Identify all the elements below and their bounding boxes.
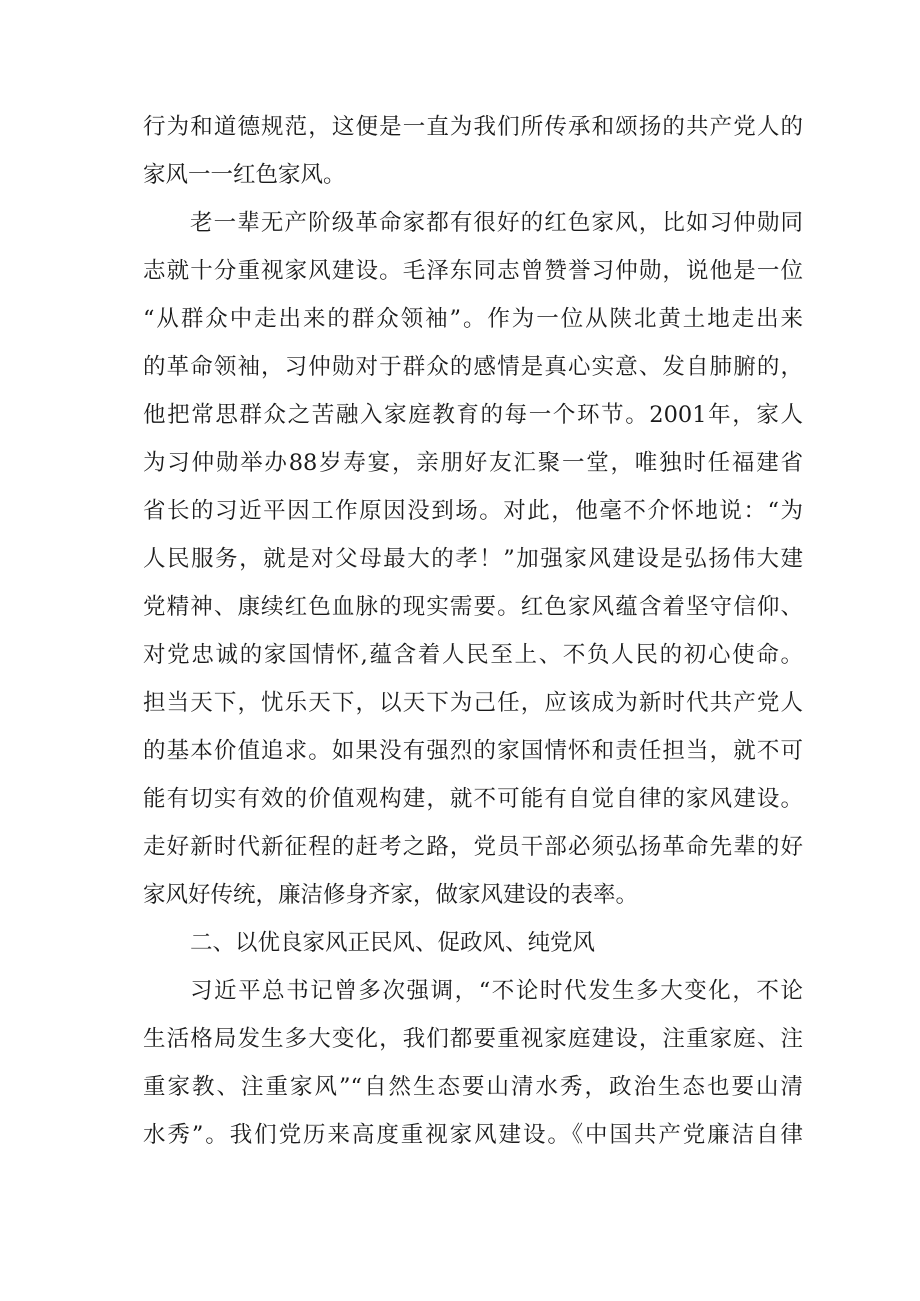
- paragraph-start-line: 习近平总书记曾多次强调，“不论时代发生多大变化，不论: [190, 978, 803, 1004]
- text-line: 他把常思群众之苦融入家庭教育的每一个环节。2001年，家人: [143, 402, 803, 428]
- text-line: 省长的习近平因工作原因没到场。对此，他毫不介怀地说：“为: [143, 498, 803, 524]
- text-line: 生活格局发生多大变化，我们都要重视家庭建设，注重家庭、注: [143, 1026, 803, 1052]
- text-line: 水秀”。我们党历来高度重视家风建设。《中国共产党廉洁自律: [143, 1122, 803, 1148]
- text-line: 的革命领袖，习仲勋对于群众的感情是真心实意、发自肺腑的，: [143, 354, 803, 380]
- text-line: 重家教、注重家风”“自然生态要山清水秀，政治生态也要山清: [143, 1074, 803, 1100]
- text-line: 家风一一红色家风。: [143, 162, 346, 188]
- text-line: 能有切实有效的价值观构建，就不可能有自觉自律的家风建设。: [143, 786, 803, 812]
- section-heading: 二、以优良家风正民风、促政风、纯党风: [190, 930, 596, 956]
- text-line: 党精神、康续红色血脉的现实需要。红色家风蕴含着坚守信仰、: [143, 594, 803, 620]
- text-line: 的基本价值追求。如果没有强烈的家国情怀和责任担当，就不可: [143, 738, 803, 764]
- text-line: 家风好传统，廉洁修身齐家，做家风建设的表率。: [143, 882, 639, 908]
- text-line: 为习仲勋举办88岁寿宴，亲朋好友汇聚一堂，唯独时任福建省: [143, 450, 803, 476]
- text-line: 走好新时代新征程的赶考之路，党员干部必须弘扬革命先辈的好: [143, 834, 803, 860]
- paragraph-start-line: 老一辈无产阶级革命家都有很好的红色家风，比如习仲勋同: [190, 210, 803, 236]
- text-line: 对党忠诚的家国情怀,蕴含着人民至上、不负人民的初心使命。: [143, 642, 803, 668]
- text-line: 志就十分重视家风建设。毛泽东同志曾赞誉习仲勋，说他是一位: [143, 258, 803, 284]
- text-line: “从群众中走出来的群众领袖”。作为一位从陕北黄土地走出来: [143, 306, 803, 332]
- body-text: [143, 103, 803, 1159]
- text-line: 行为和道德规范，这便是一直为我们所传承和颂扬的共产党人的: [143, 114, 803, 140]
- text-line: 担当天下，忧乐天下，以天下为己任，应该成为新时代共产党人: [143, 690, 803, 716]
- text-line: 人民服务，就是对父母最大的孝！”加强家风建设是弘扬伟大建: [143, 546, 803, 572]
